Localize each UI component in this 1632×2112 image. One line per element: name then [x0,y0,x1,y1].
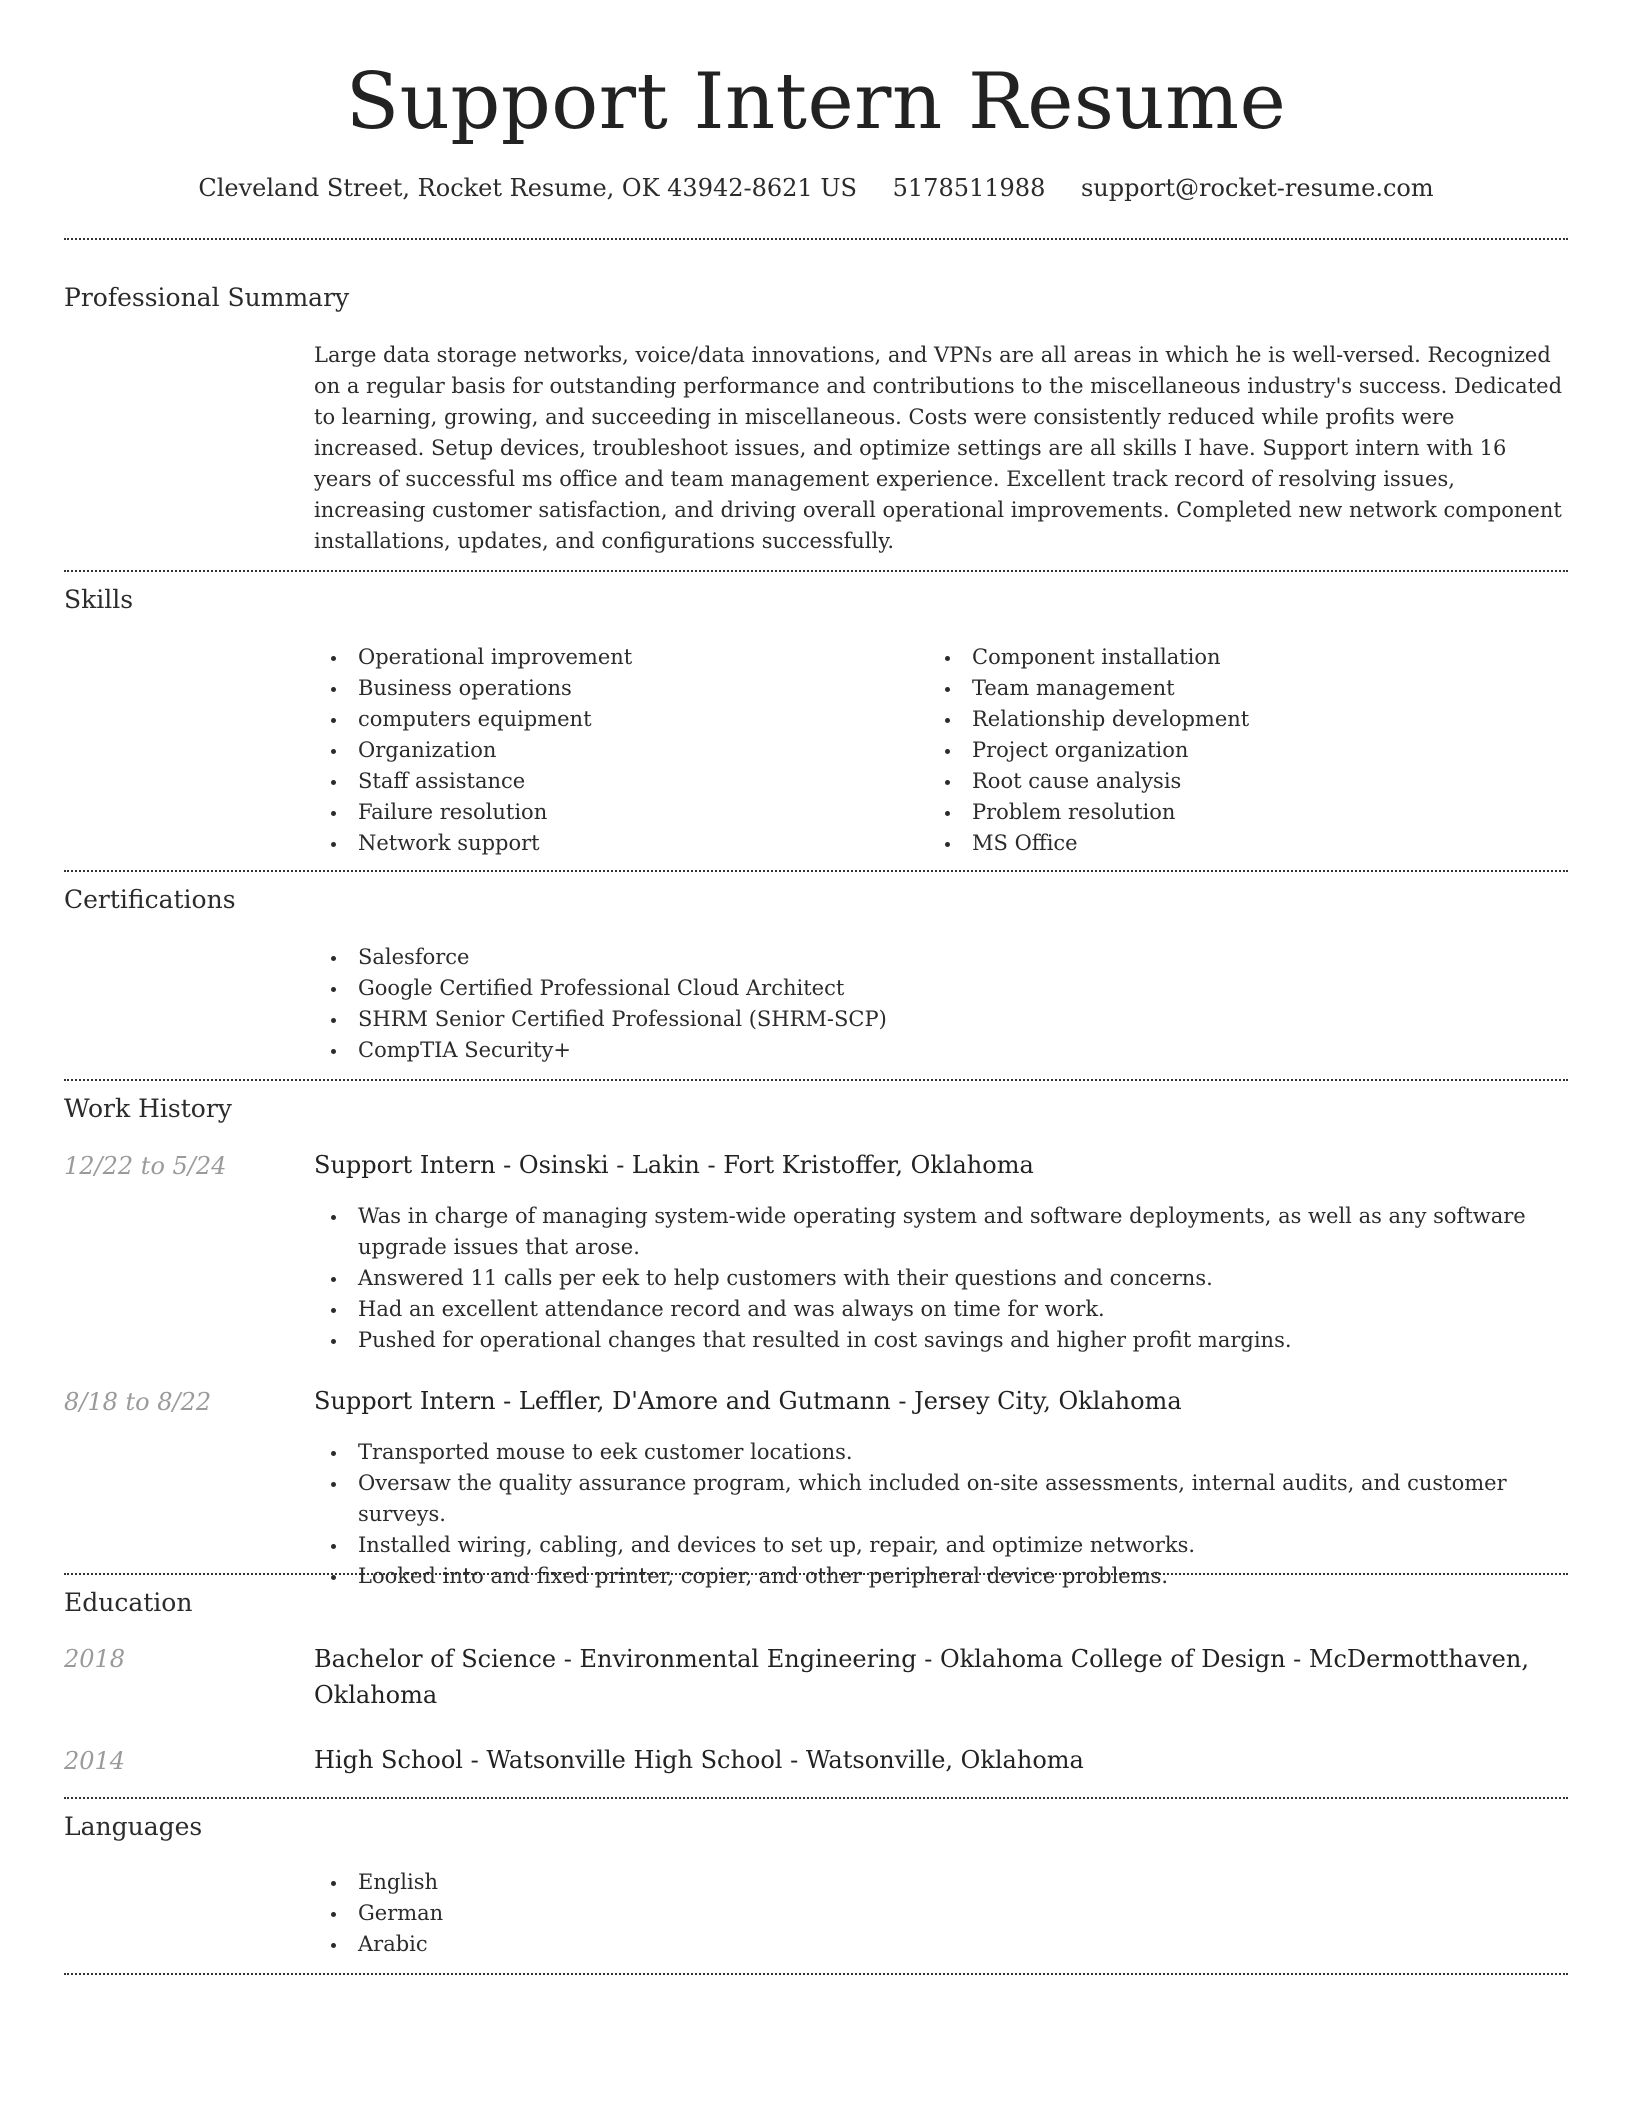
skills-column-right [928,642,1528,859]
education-heading: High School - Watsonville High School - Watsonville, Oklahoma [314,1746,1084,1774]
job-bullet: Installed wiring, cabling, and devices to set up, repair, and optimize networks. [314,1530,1568,1561]
divider [64,1973,1568,1975]
job-bullet: Transported mouse to eek customer locations. [314,1437,1568,1468]
skill-item: Network support [314,828,914,859]
skill-item: Staff assistance [314,766,914,797]
divider [64,1797,1568,1799]
language-item: English [314,1867,1568,1898]
job-heading: Support Intern - Osinski - Lakin - Fort Kristoffer, Oklahoma [314,1151,1034,1179]
language-item: German [314,1898,1568,1929]
divider [64,1573,1568,1575]
certification-item: Google Certified Professional Cloud Architect [314,973,1568,1004]
skill-item: Failure resolution [314,797,914,828]
job-bullet: Looked into and fixed printer, copier, and other peripheral device problems. [314,1561,1568,1592]
contact-line [0,172,1632,204]
summary-text: Large data storage networks, voice/data innovations, and VPNs are all areas in which he is well-versed. Recognized on a regular basis for outstanding performance and contributions to the miscellaneous industry's success. Dedicated to learning, growing, and succeeding in miscellaneous. Costs were consistently reduced while profits were increased. Setup devices, troubleshoot issues, and optimize settings are all skills I have. Support intern with 16 years of successful ms office and team management experience. Excellent track record of resolving issues, increasing customer satisfaction, and driving overall operational improvements. Completed new network component installations, updates, and configurations successfully. [314,343,1563,553]
skill-item: Business operations [314,673,914,704]
certification-item: Salesforce [314,942,1568,973]
skill-item: Root cause analysis [928,766,1528,797]
certification-item: CompTIA Security+ [314,1035,1568,1066]
certification-item: SHRM Senior Certified Professional (SHRM-SCP) [314,1004,1568,1035]
divider [64,1079,1568,1081]
education-heading: Bachelor of Science - Environmental Engineering - Oklahoma College of Design - McDermotthaven, Oklahoma [314,1645,1529,1709]
skill-item: Team management [928,673,1528,704]
job-bullet: Oversaw the quality assurance program, which included on-site assessments, internal audits, and customer surveys. [314,1468,1568,1530]
divider [64,870,1568,872]
divider [64,570,1568,572]
contact-email: support@rocket-resume.com [1080,174,1434,202]
certifications-list [314,942,1568,1066]
skill-item: Project organization [928,735,1528,766]
education-year: 2014 [64,1747,126,1775]
skill-item: Operational improvement [314,642,914,673]
contact-phone: 5178511988 [892,174,1046,202]
job-bullet: Answered 11 calls per eek to help customers with their questions and concerns. [314,1263,1568,1294]
skills-column-left [314,642,914,859]
job-bullets [314,1437,1568,1592]
section-title-education: Education [64,1588,193,1617]
job-bullet: Had an excellent attendance record and was always on time for work. [314,1294,1568,1325]
job-dates: 8/18 to 8/22 [64,1388,212,1416]
language-item: Arabic [314,1929,1568,1960]
skills-list [314,642,1568,862]
section-title-certifications: Certifications [64,885,236,914]
contact-address: Cleveland Street, Rocket Resume, OK 43942-8621 US [198,174,857,202]
skill-item: Problem resolution [928,797,1528,828]
resume-header [0,0,1632,204]
skill-item: MS Office [928,828,1528,859]
languages-list [314,1867,1568,1960]
section-title-summary: Professional Summary [64,283,350,312]
job-bullet: Was in charge of managing system-wide operating system and software deployments, as well as any software upgrade issues that arose. [314,1201,1568,1263]
job-heading: Support Intern - Leffler, D'Amore and Gutmann - Jersey City, Oklahoma [314,1387,1182,1415]
section-title-languages: Languages [64,1812,203,1841]
job-bullets [314,1201,1568,1356]
skill-item: Relationship development [928,704,1528,735]
job-bullet: Pushed for operational changes that resulted in cost savings and higher profit margins. [314,1325,1568,1356]
section-title-skills: Skills [64,585,134,614]
section-title-work-history: Work History [64,1094,232,1123]
skill-item: Component installation [928,642,1528,673]
job-dates: 12/22 to 5/24 [64,1152,227,1180]
resume-title: Support Intern Resume [345,57,1287,147]
skill-item: Organization [314,735,914,766]
education-year: 2018 [64,1645,126,1673]
skill-item: computers equipment [314,704,914,735]
divider [64,238,1568,240]
